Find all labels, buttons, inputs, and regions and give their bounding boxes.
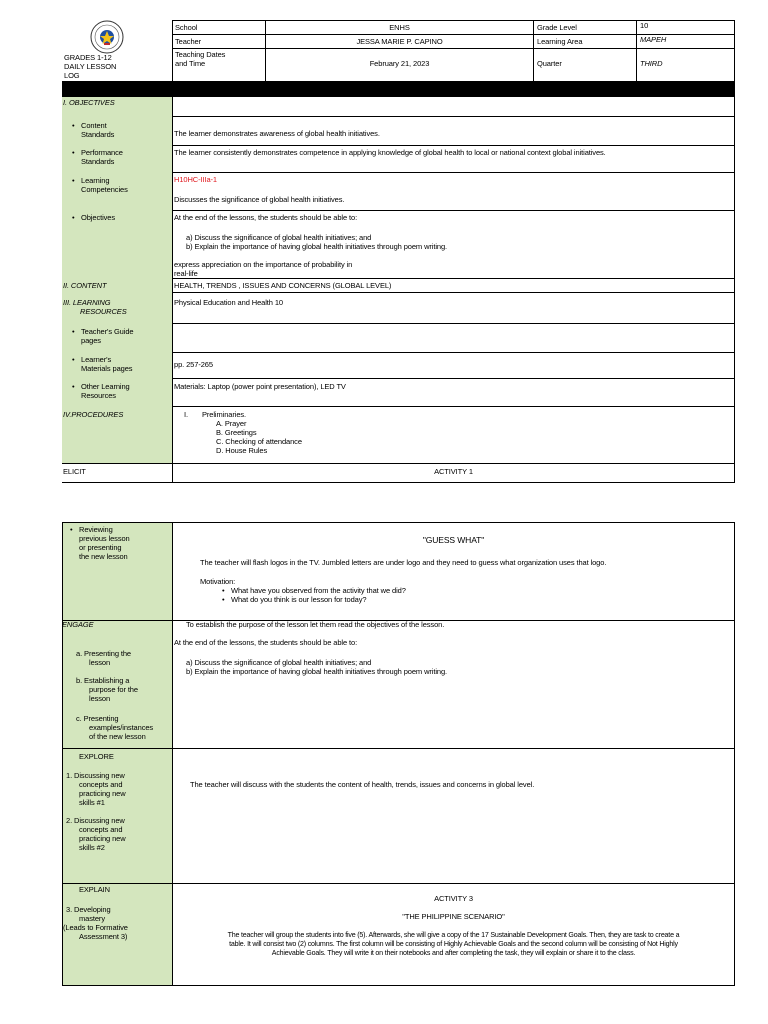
objective-item-b: b) Explain the importance of having global health initiatives through poem writing. bbox=[186, 242, 448, 251]
competencies-label-1: • Learning bbox=[81, 176, 109, 185]
content-heading: II. CONTENT bbox=[63, 281, 107, 290]
activity-1-title: ACTIVITY 1 bbox=[434, 467, 473, 476]
quarter-value: THIRD bbox=[640, 59, 663, 68]
engage-text: To establish the purpose of the lesson let them read the objectives of the lesson. bbox=[186, 620, 445, 629]
guess-what-text: The teacher will flash logos in the TV. Jumbled letters are under logo and they need to guess what organization uses that logo. bbox=[200, 558, 607, 567]
explore-sub-1-3: practicing new bbox=[79, 789, 126, 798]
motivation-label: Motivation: bbox=[200, 577, 236, 586]
content-text: HEALTH, TRENDS , ISSUES AND CONCERNS (GLOBAL LEVEL) bbox=[174, 281, 392, 290]
explain-sub-1: 3. Developing bbox=[66, 905, 111, 914]
scenario-line-1: The teacher will group the students into five (5). Afterwards, she will give a copy of the 17 Sustainable Development Goals. Then, they are task to create a bbox=[227, 931, 680, 939]
review-label-3: or presenting bbox=[79, 543, 122, 552]
guess-what-title: "GUESS WHAT" bbox=[422, 535, 485, 545]
performance-text: The learner consistently demonstrates competence in applying knowledge of global health to local or national context global initiatives. bbox=[174, 148, 606, 157]
competency-code: H10HC-IIIa-1 bbox=[174, 175, 217, 184]
teacher-label: Teacher bbox=[175, 37, 201, 46]
performance-label-1: • Performance bbox=[81, 148, 123, 157]
quarter-label: Quarter bbox=[537, 59, 562, 68]
school-value: ENHS bbox=[389, 23, 410, 32]
explain-sub-3: (Leads to Formative bbox=[63, 923, 128, 932]
engage-sub-c-1: c. Presenting bbox=[76, 714, 119, 723]
content-standards-label-1: • Content bbox=[81, 121, 107, 130]
engage-item-b: b) Explain the importance of having global health initiatives through poem writing. bbox=[186, 667, 448, 676]
objectives-extra-1: express appreciation on the importance of probability in bbox=[174, 260, 353, 269]
engage-sub-c-3: of the new lesson bbox=[89, 732, 146, 741]
competency-text: Discusses the significance of global health initiatives. bbox=[174, 195, 345, 204]
philippine-scenario-title: "THE PHILIPPINE SCENARIO" bbox=[402, 912, 505, 921]
lm-label-2: Materials pages bbox=[81, 364, 133, 373]
explore-text: The teacher will discuss with the students the content of health, trends, issues and concerns in global level. bbox=[190, 780, 535, 789]
grade-level-value: 10 bbox=[640, 21, 649, 30]
engage-sub-a-1: a. Presenting the bbox=[76, 649, 132, 658]
prelim-item-c: C. Checking of attendance bbox=[216, 437, 302, 446]
lm-label-1: • Learner's bbox=[81, 355, 111, 364]
scenario-line-2: table. It will consist two (2) columns. The first column will be consisting of Highly Achievable Goals and the second column will be consisting of Not Highly bbox=[229, 940, 678, 948]
prelim-item-d: D. House Rules bbox=[216, 446, 268, 455]
dll-title-line-3: LOG bbox=[64, 71, 80, 80]
engage-sub-b-1: b. Establishing a bbox=[76, 676, 130, 685]
objectives-extra-2: real-life bbox=[174, 269, 198, 278]
dates-value: February 21, 2023 bbox=[369, 59, 430, 68]
deped-seal-icon bbox=[90, 20, 124, 54]
explain-sub-4: Assessment 3) bbox=[79, 932, 128, 941]
prelim-item-b: B. Greetings bbox=[216, 428, 257, 437]
objectives-label: • Objectives bbox=[81, 213, 115, 222]
performance-label-2: Standards bbox=[81, 157, 115, 166]
explore-sub-2-2: concepts and bbox=[79, 825, 123, 834]
review-label-1: • Reviewing bbox=[79, 525, 113, 534]
engage-sub-b-3: lesson bbox=[89, 694, 111, 703]
dates-label-line-1: Teaching Dates bbox=[175, 50, 226, 59]
learning-area-value: MAPEH bbox=[640, 35, 667, 44]
explore-sub-2-4: skills #2 bbox=[79, 843, 105, 852]
engage-sub-a-2: lesson bbox=[89, 658, 111, 667]
explain-label: EXPLAIN bbox=[79, 885, 110, 894]
prelim-num: I. bbox=[184, 410, 188, 419]
scenario-line-3: Achievable Goals. They will write it on their notebooks and after completing the task, they will explain or share it to the class. bbox=[271, 949, 636, 957]
header-black-band bbox=[62, 81, 735, 97]
objective-item-a: a) Discuss the significance of global health initiatives; and bbox=[186, 233, 372, 242]
content-standards-label-2: Standards bbox=[81, 130, 115, 139]
other-label-1: • Other Learning bbox=[81, 382, 130, 391]
tg-label-2: pages bbox=[81, 336, 101, 345]
grade-level-label: Grade Level bbox=[537, 23, 577, 32]
explain-sub-2: mastery bbox=[79, 914, 105, 923]
prelim-item-a: A. Prayer bbox=[216, 419, 247, 428]
explore-sub-2-3: practicing new bbox=[79, 834, 126, 843]
engage-sub-b-2: purpose for the bbox=[89, 685, 138, 694]
explore-sub-1-1: 1. Discussing new bbox=[66, 771, 125, 780]
explore-label: EXPLORE bbox=[79, 752, 114, 761]
teacher-value: JESSA MARIE P. CAPINO bbox=[356, 37, 443, 46]
content-standards-text: The learner demonstrates awareness of global health initiatives. bbox=[174, 129, 380, 138]
activity-3-title: ACTIVITY 3 bbox=[434, 894, 473, 903]
prelim-title: Preliminaries. bbox=[202, 410, 247, 419]
other-label-2: Resources bbox=[81, 391, 116, 400]
lm-text: pp. 257-265 bbox=[174, 360, 213, 369]
other-text: Materials: Laptop (power point presentation), LED TV bbox=[174, 382, 346, 391]
engage-item-a: a) Discuss the significance of global health initiatives; and bbox=[186, 658, 372, 667]
engage-sub-c-2: examples/instances bbox=[89, 723, 154, 732]
engage-label: ENGAGE bbox=[62, 620, 94, 629]
explore-sub-1-2: concepts and bbox=[79, 780, 123, 789]
objectives-heading: I. OBJECTIVES bbox=[63, 98, 115, 107]
school-label: School bbox=[175, 23, 198, 32]
procedures-heading: IV.PROCEDURES bbox=[63, 410, 124, 419]
dll-title-line-2: DAILY LESSON bbox=[64, 62, 117, 71]
tg-label-1: • Teacher's Guide bbox=[81, 327, 133, 336]
motivation-item-2: • What do you think is our lesson for today? bbox=[231, 595, 366, 604]
dll-title-line-1: GRADES 1-12 bbox=[64, 53, 112, 62]
resources-text: Physical Education and Health 10 bbox=[174, 298, 283, 307]
objectives-intro: At the end of the lessons, the students should be able to: bbox=[174, 213, 358, 222]
engage-intro: At the end of the lessons, the students should be able to: bbox=[174, 638, 358, 647]
learning-area-label: Learning Area bbox=[537, 37, 583, 46]
resources-heading-2: RESOURCES bbox=[80, 307, 127, 316]
review-label-4: the new lesson bbox=[79, 552, 128, 561]
elicit-label: ELICIT bbox=[63, 467, 86, 476]
review-label-2: previous lesson bbox=[79, 534, 130, 543]
explore-sub-1-4: skills #1 bbox=[79, 798, 105, 807]
motivation-item-1: • What have you observed from the activity that we did? bbox=[231, 586, 406, 595]
dates-label-line-2: and Time bbox=[175, 59, 206, 68]
resources-heading-1: III. LEARNING bbox=[63, 298, 111, 307]
explore-sub-2-1: 2. Discussing new bbox=[66, 816, 125, 825]
competencies-label-2: Competencies bbox=[81, 185, 128, 194]
